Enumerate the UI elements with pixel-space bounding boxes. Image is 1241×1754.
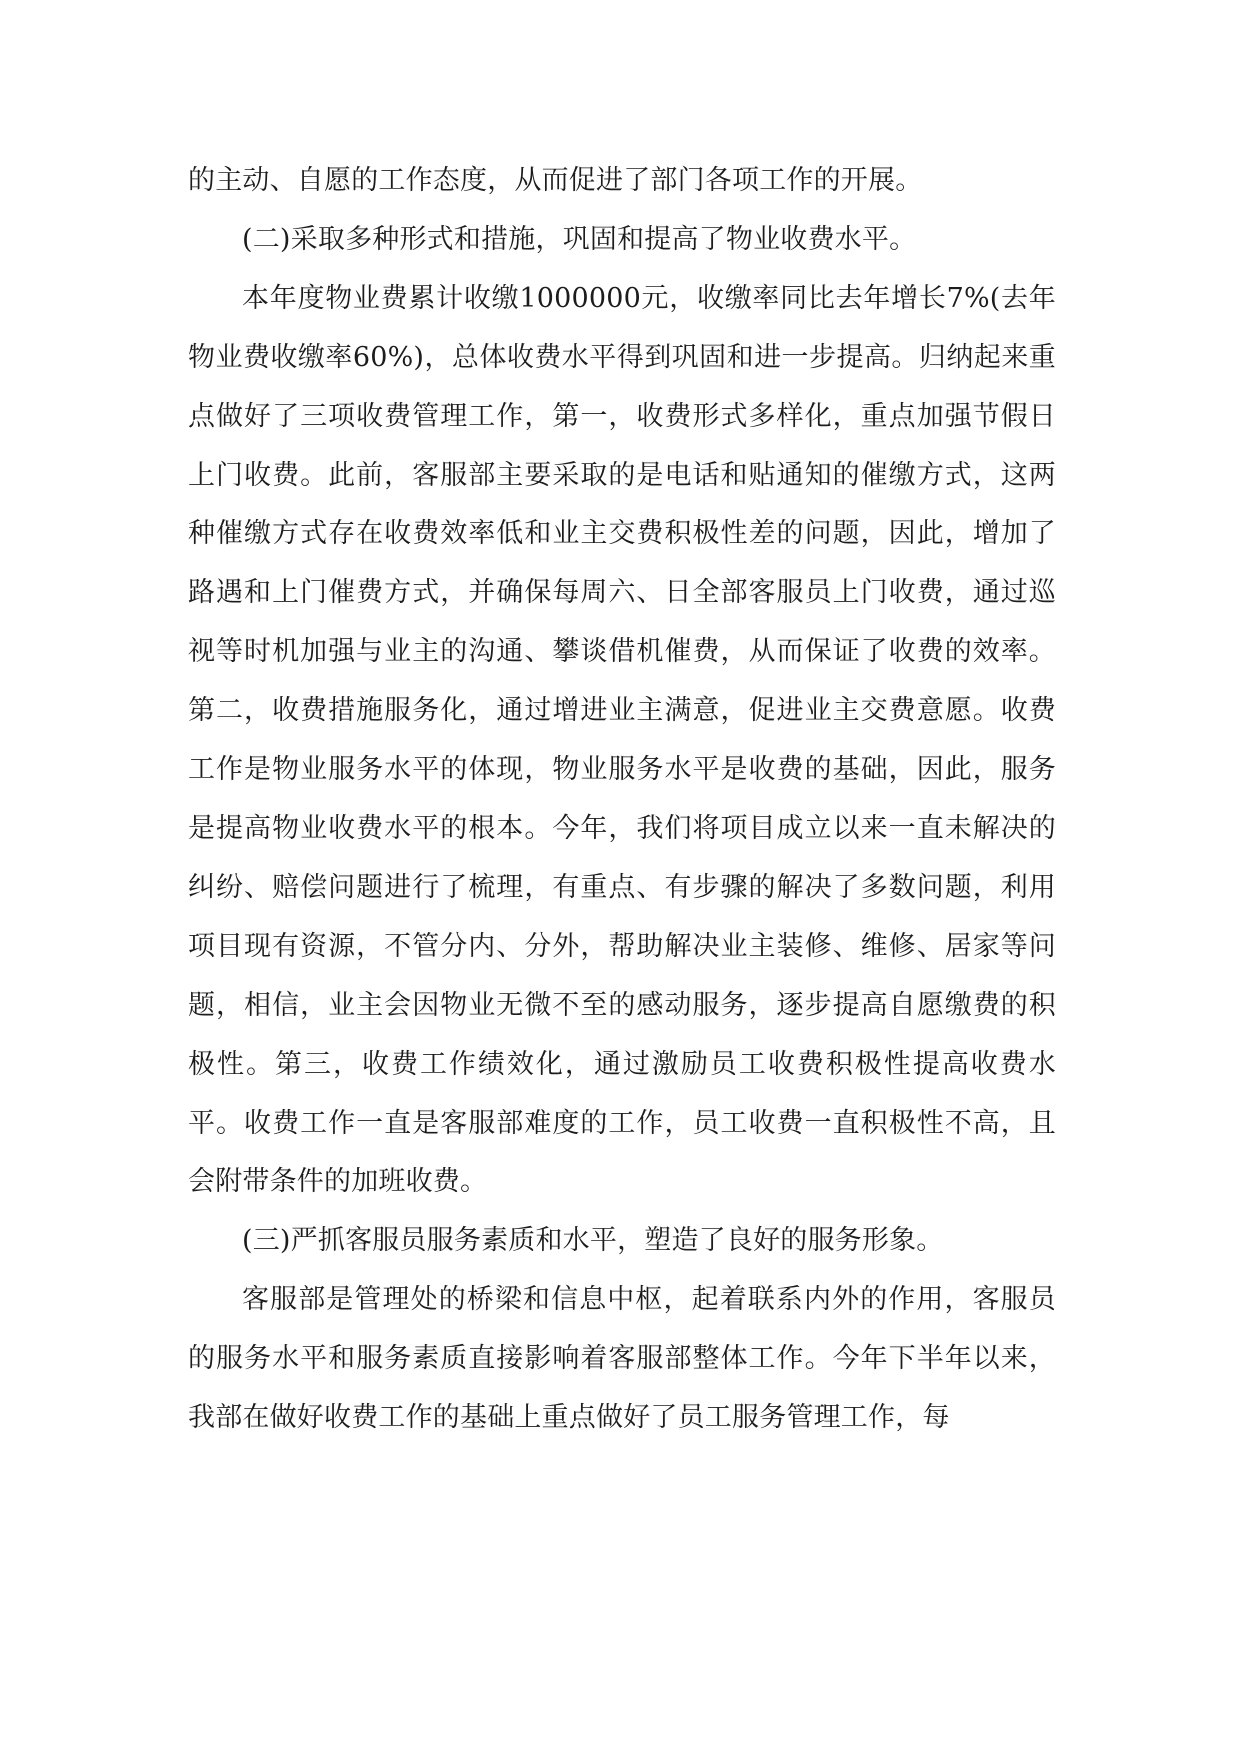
paragraph-fee-collection: 本年度物业费累计收缴1000000元，收缴率同比去年增长7%(去年物业费收缴率60%)，总体收费水平得到巩固和进一步提高。归纳起来重点做好了三项收费管理工作，第一，收费形式多样化，重点加强节假日上门收费。此前，客服部主要采取的是电话和贴通知的催缴方式，这两种催缴方式存在收费效率低和业主交费积极性差的问题，因此，增加了路遇和上门催费方式，并确保每周六、日全部客服员上门收费，通过巡视等时机加强与业主的沟通、攀谈借机催费，从而保证了收费的效率。第二，收费措施服务化，通过增进业主满意，促进业主交费意愿。收费工作是物业服务水平的体现，物业服务水平是收费的基础，因此，服务是提高物业收费水平的根本。今年，我们将项目成立以来一直未解决的纠纷、赔偿问题进行了梳理，有重点、有步骤的解决了多数问题，利用项目现有资源，不管分内、分外，帮助解决业主装修、维修、居家等问题，相信，业主会因物业无微不至的感动服务，逐步提高自愿缴费的积极性。第三，收费工作绩效化，通过激励员工收费积极性提高收费水平。收费工作一直是客服部难度的工作，员工收费一直积极性不高，且会附带条件的加班收费。 <box>188 282 1056 1198</box>
section-heading-2: (二)采取多种形式和措施，巩固和提高了物业收费水平。 <box>242 223 917 255</box>
paragraph-customer-service: 客服部是管理处的桥梁和信息中枢，起着联系内外的作用，客服员的服务水平和服务素质直接影响着客服部整体工作。今年下半年以来，我部在做好收费工作的基础上重点做好了员工服务管理工作，每 <box>188 1284 1056 1434</box>
document-body <box>188 152 1056 1448</box>
section-heading-3: (三)严抓客服员服务素质和水平，塑造了良好的服务形象。 <box>242 1225 944 1257</box>
paragraph-continuation: 的主动、自愿的工作态度，从而促进了部门各项工作的开展。 <box>188 165 923 196</box>
